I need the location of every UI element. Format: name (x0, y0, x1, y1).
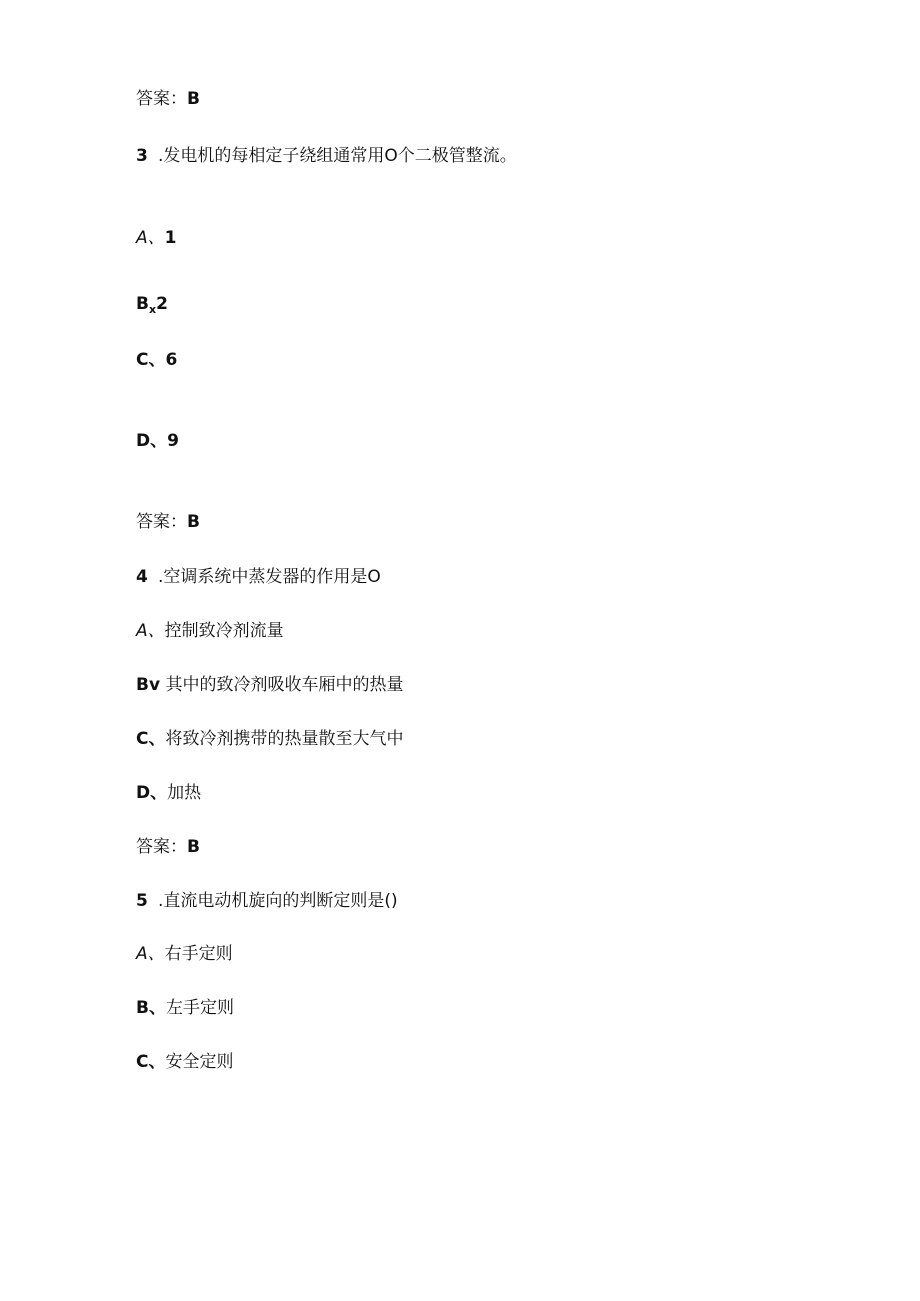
answer-label: 答案： (136, 837, 187, 857)
option-text: 其中的致冷剂吸收车厢中的热量 (165, 675, 404, 695)
option-label: C、 (136, 729, 166, 749)
question-number: 3 (136, 146, 148, 166)
option-text: 1 (164, 228, 177, 248)
answer-label: 答案： (136, 89, 187, 109)
q4-option-c (136, 728, 403, 750)
question-5 (136, 890, 398, 912)
option-label: A、 (136, 621, 165, 641)
option-text: 控制致冷剂流量 (164, 621, 284, 641)
q4-option-b (136, 674, 403, 696)
q5-option-c (136, 1051, 233, 1073)
option-label: A、 (136, 228, 165, 248)
question-4 (136, 566, 381, 588)
q4-option-d (136, 782, 201, 804)
option-text: 将致冷剂携带的热量散至大气中 (165, 729, 404, 749)
question-text: .直流电动机旋向的判断定则是() (158, 891, 398, 911)
option-label: C、 (136, 350, 166, 370)
answer-label: 答案： (136, 512, 187, 532)
answer-value: B (187, 89, 200, 109)
option-label: Bv (136, 675, 161, 695)
option-text: 加热 (167, 783, 202, 803)
option-label: C、 (136, 1052, 166, 1072)
question-number: 4 (136, 567, 148, 587)
option-text: 安全定则 (165, 1052, 234, 1072)
option-label: B、 (136, 998, 166, 1018)
option-label: D、 (136, 431, 168, 451)
q5-option-a (136, 943, 233, 965)
q3-answer (136, 511, 200, 533)
question-text: .发电机的每相定子绕组通常用O个二极管整流。 (158, 146, 517, 166)
q3-option-a (136, 227, 176, 249)
option-label: A、 (136, 944, 165, 964)
q3-option-b (136, 293, 168, 317)
option-label: D、 (136, 783, 168, 803)
option-label-subscript: x (148, 303, 157, 316)
option-text: 右手定则 (164, 944, 233, 964)
question-text: .空调系统中蒸发器的作用是O (158, 567, 381, 587)
question-3 (136, 145, 517, 167)
q4-answer (136, 836, 200, 858)
answer-line-prev (136, 88, 200, 110)
question-number: 5 (136, 891, 148, 911)
option-text: 9 (167, 431, 179, 451)
option-text: 左手定则 (165, 998, 234, 1018)
option-text: 6 (165, 350, 178, 370)
answer-value: B (187, 512, 200, 532)
q4-option-a (136, 620, 284, 642)
answer-value: B (187, 837, 200, 857)
q3-option-c (136, 349, 177, 371)
option-label: B (136, 294, 149, 314)
q3-option-d (136, 430, 179, 452)
q5-option-b (136, 997, 234, 1019)
option-text: 2 (156, 294, 168, 314)
